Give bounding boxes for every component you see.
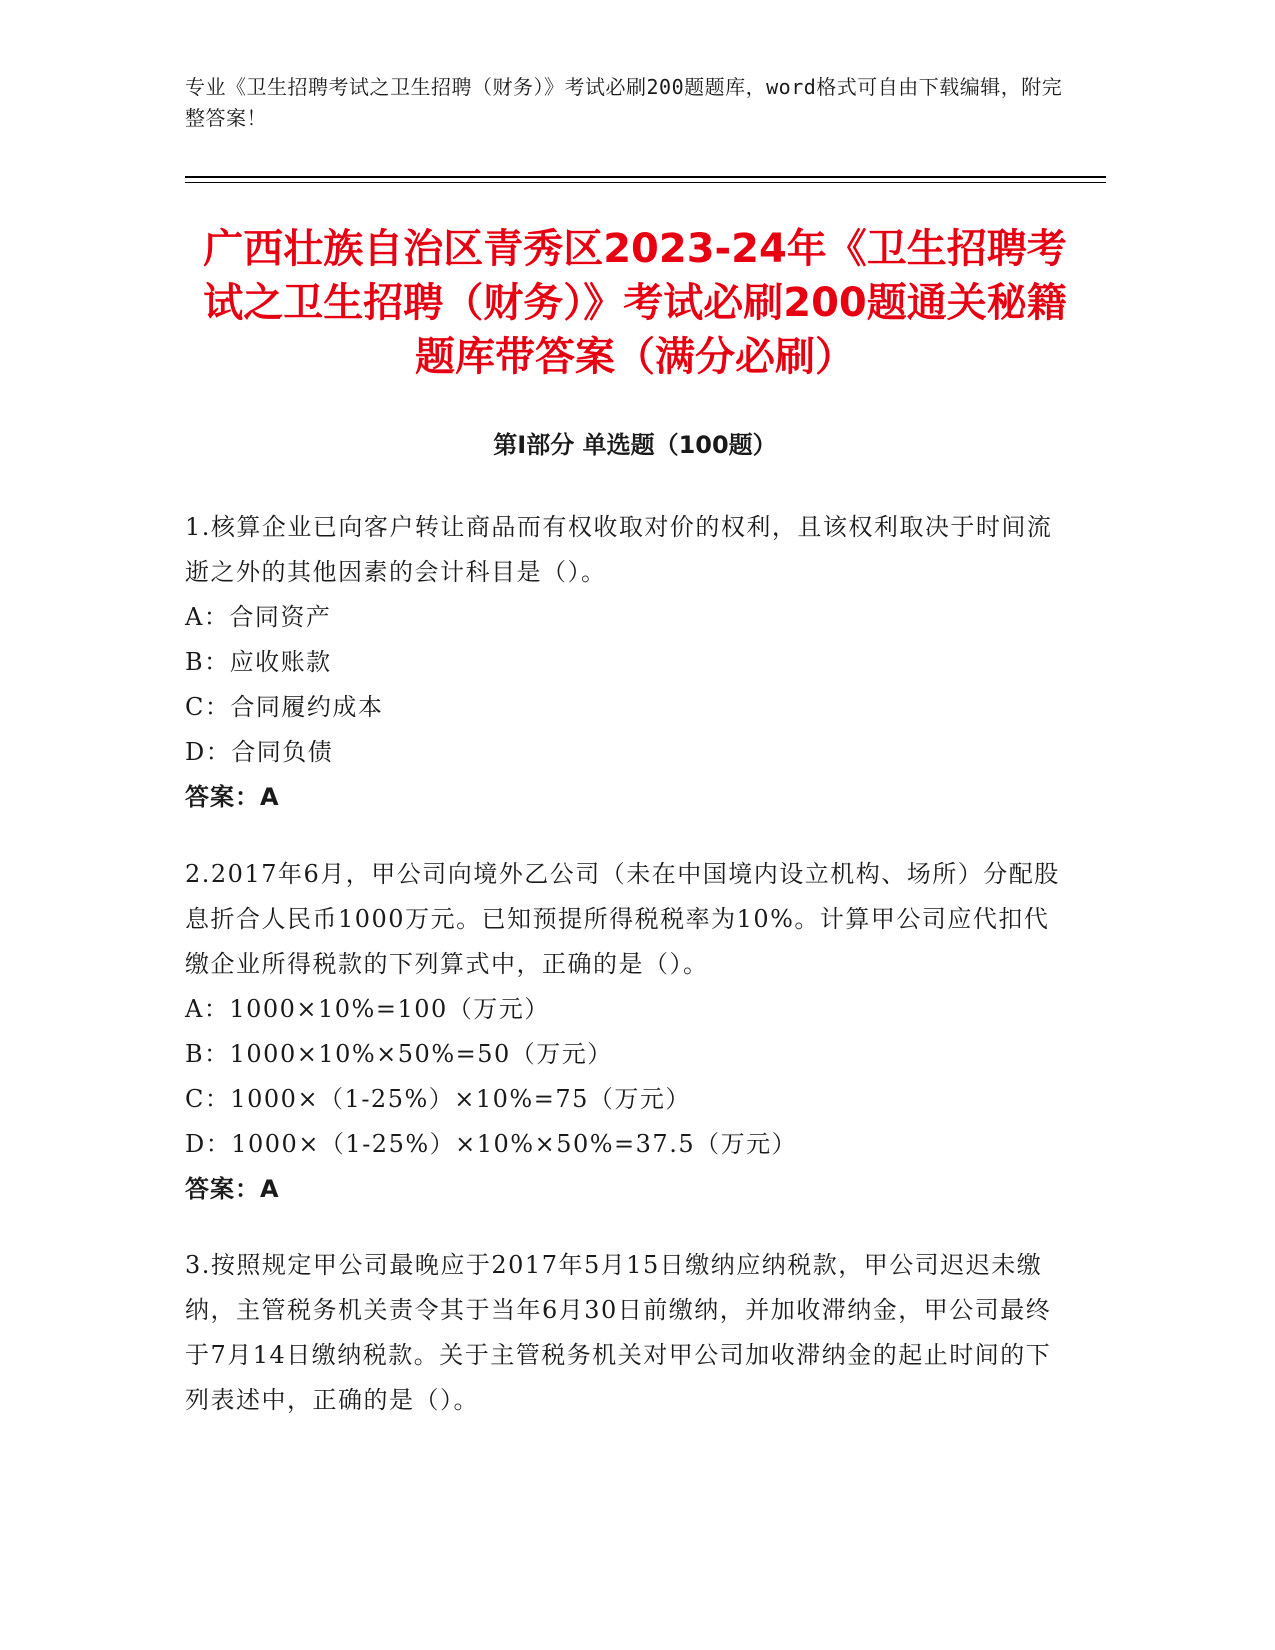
question-stem: 1.核算企业已向客户转让商品而有权收取对价的权利，且该权利取决于时间流逝之外的其他因素的会计科目是（）。 [185, 513, 1053, 586]
header-divider-thin [185, 182, 1106, 183]
option-a: A：1000×10%=100（万元） [185, 995, 550, 1023]
answer: 答案：A [185, 1175, 280, 1203]
option-c: C：合同履约成本 [185, 693, 384, 721]
question-1 [185, 505, 1065, 820]
option-a: A：合同资产 [185, 603, 332, 631]
option-d: D：合同负债 [185, 738, 334, 766]
question-2 [185, 852, 1065, 1212]
document-title: 广西壮族自治区青秀区2023-24年《卫生招聘考试之卫生招聘（财务）》考试必刷200题通关秘籍题库带答案（满分必刷） [203, 226, 1067, 380]
option-b: B：应收账款 [185, 648, 332, 676]
option-d: D：1000×（1-25%）×10%×50%=37.5（万元） [185, 1130, 798, 1158]
section-title: 第Ⅰ部分 单选题（100题） [493, 431, 777, 459]
question-3 [185, 1243, 1065, 1423]
header-note: 专业《卫生招聘考试之卫生招聘（财务）》考试必刷200题题库，word格式可自由下载编辑，附完整答案！ [185, 75, 1063, 130]
option-b: B：1000×10%×50%=50（万元） [185, 1040, 613, 1068]
question-stem: 2.2017年6月，甲公司向境外乙公司（未在中国境内设立机构、场所）分配股息折合人民币1000万元。已知预提所得税税率为10%。计算甲公司应代扣代缴企业所得税款的下列算式中，正确的是（）。 [185, 860, 1060, 978]
answer: 答案：A [185, 783, 280, 811]
header-divider-thick [185, 176, 1106, 178]
option-c: C：1000×（1-25%）×10%=75（万元） [185, 1085, 691, 1113]
question-stem: 3.按照规定甲公司最晚应于2017年5月15日缴纳应纳税款，甲公司迟迟未缴纳，主管税务机关责令其于当年6月30日前缴纳，并加收滞纳金，甲公司最终于7月14日缴纳税款。关于主管税务机关对甲公司加收滞纳金的起止时间的下列表述中，正确的是（）。 [185, 1251, 1052, 1414]
